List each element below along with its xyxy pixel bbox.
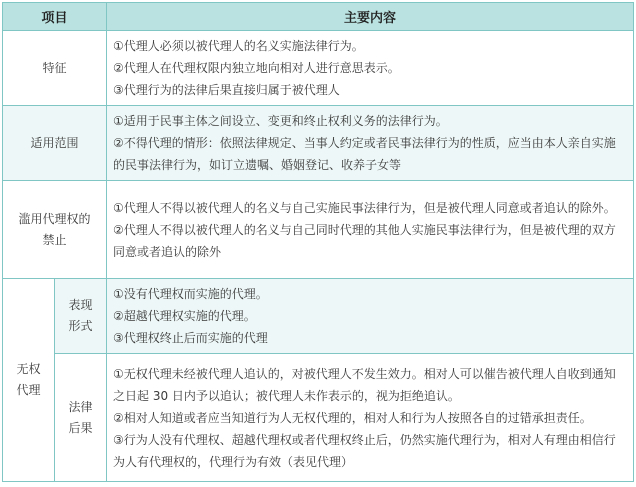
sub-label-line: 形式 (68, 319, 93, 333)
table-row (3, 354, 634, 482)
content-line: ①无权代理未经被代理人追认的，对被代理人不发生效力。相对人可以催告被代理人自收到通知之日起 30 日内予以追认；被代理人未作表示的，视为拒绝追认。 (113, 366, 616, 403)
content-line: ②不得代理的情形：依照法律规定、当事人约定或者民事法律行为的性质，应当由本人亲自实施的民事法律行为，如订立遗嘱、婚姻登记、收养子女等 (113, 136, 616, 172)
row-label-unauthorized (3, 279, 55, 482)
sub-label-consequences (55, 354, 107, 482)
agency-table (2, 2, 634, 482)
content-line: ①代理人不得以被代理人的名义与自己实施民事法律行为，但是被代理人同意或者追认的除外。 (113, 200, 616, 215)
content-line: ③代理行为的法律后果直接归属于被代理人 (113, 83, 340, 97)
content-line: ①没有代理权而实施的代理。 (113, 287, 268, 301)
row-label-line: 禁止 (42, 232, 67, 247)
sub-label-line: 表现 (68, 298, 93, 312)
row-label: 适用范围 (3, 106, 107, 181)
header-content: 主要内容 (107, 3, 634, 31)
row-content (107, 279, 634, 354)
row-label-line: 无权 (16, 362, 41, 376)
row-label (3, 181, 107, 279)
content-line: ②超越代理权实施的代理。 (113, 309, 256, 323)
table-row (3, 31, 634, 106)
content-line: ③行为人没有代理权、超越代理权或者代理权终止后，仍然实施代理行为，相对人有理由相信行为人有代理权的，代理行为有效（表见代理） (113, 432, 616, 469)
sub-label-line: 后果 (68, 420, 93, 435)
row-label: 特征 (3, 31, 107, 106)
content-line: ②代理人不得以被代理人的名义与自己同时代理的其他人实施民事法律行为，但是被代理的双方同意或者追认的除外 (113, 222, 616, 259)
content-line: ①代理人必须以被代理人的名义实施法律行为。 (113, 39, 364, 53)
content-line: ②代理人在代理权限内独立地向相对人进行意思表示。 (113, 61, 400, 75)
table-row (3, 181, 634, 279)
content-line: ③代理权终止后而实施的代理 (113, 331, 268, 345)
row-label-line: 代理 (16, 383, 41, 397)
sub-label-line: 法律 (68, 399, 93, 414)
row-content (107, 354, 634, 482)
header-item: 项目 (3, 3, 107, 31)
row-content (107, 181, 634, 279)
table-row (3, 106, 634, 181)
row-label-line: 滥用代理权的 (18, 211, 91, 226)
header-row (3, 3, 634, 31)
table-row (3, 279, 634, 354)
sub-label-forms (55, 279, 107, 354)
row-content (107, 31, 634, 106)
content-line: ②相对人知道或者应当知道行为人无权代理的，相对人和行为人按照各自的过错承担责任。 (113, 410, 592, 425)
content-line: ①适用于民事主体之间设立、变更和终止权利义务的法律行为。 (113, 114, 448, 128)
row-content (107, 106, 634, 181)
